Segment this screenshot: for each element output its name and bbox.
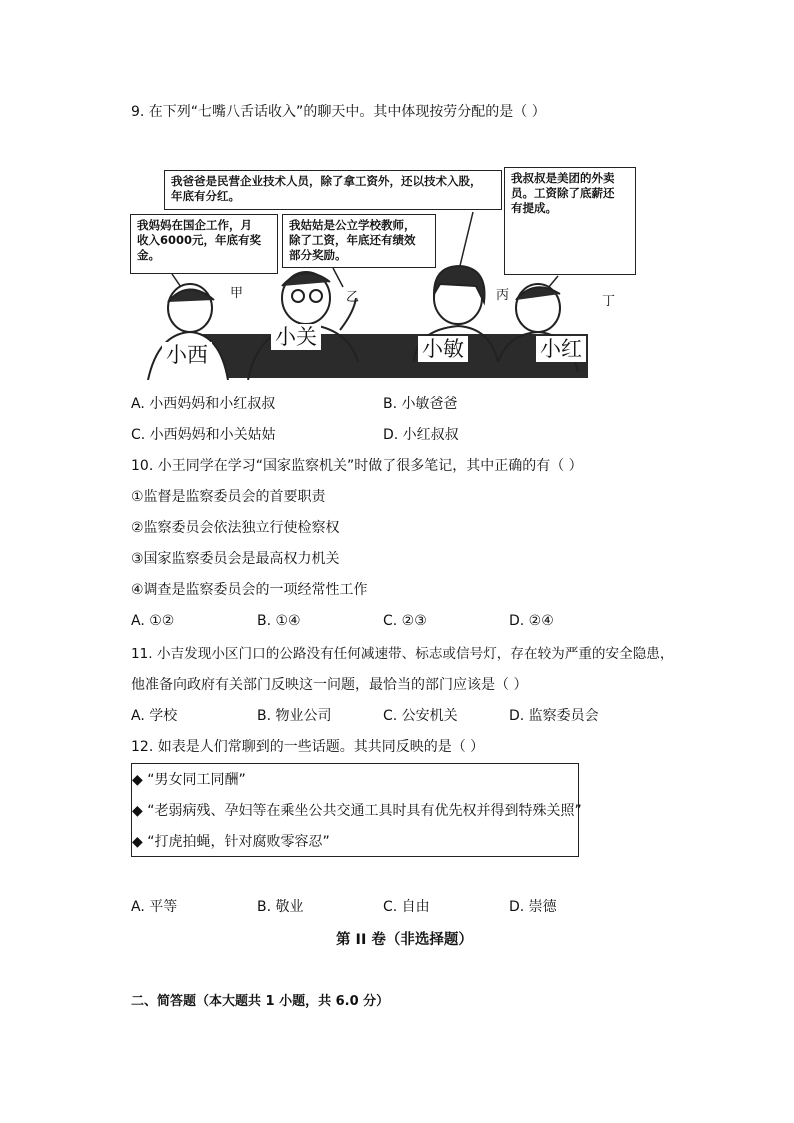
- cartoon-table: [188, 334, 588, 378]
- tag-yi: 乙: [346, 290, 360, 305]
- q10-stem: 10. 小王同学在学习“国家监察机关”时做了很多笔记，其中正确的有（ ）: [131, 458, 583, 474]
- q12-topic-1: ◆ “男女同工同酬”: [132, 772, 246, 788]
- bubble-pointer: [548, 276, 558, 288]
- bubble-middle: 我姑姑是公立学校教师， 除了工资，年底还有绩效 部分奖励。: [282, 214, 436, 268]
- name-label-xiaohong: 小红: [536, 336, 586, 362]
- q9-stem: 9. 在下列“七嘴八舌话收入”的聊天中。其中体现按劳分配的是（ ）: [131, 104, 546, 120]
- q12-option-d: D. 崇德: [509, 899, 557, 915]
- tag-bing: 丙: [496, 288, 510, 303]
- q12-option-a: A. 平等: [131, 899, 178, 915]
- q10-item-4: ④调查是监察委员会的一项经常性工作: [131, 582, 368, 598]
- tag-jia: 甲: [230, 286, 244, 301]
- name-label-xiaoguan: 小关: [271, 324, 321, 350]
- q12-option-b: B. 敬业: [257, 899, 304, 915]
- q11-option-b: B. 物业公司: [257, 708, 332, 724]
- bubble-top-center: 我爸爸是民营企业技术人员，除了拿工资外，还以技术入股， 年底有分红。: [164, 170, 502, 210]
- part2-title: 第 II 卷（非选择题）: [336, 932, 473, 948]
- q12-topic-3: ◆ “打虎拍蝇，针对腐败零容忍”: [132, 834, 330, 850]
- q9-option-b: B. 小敏爸爸: [383, 396, 458, 412]
- q9-cartoon: [128, 162, 640, 380]
- q10-option-c: C. ②③: [383, 613, 427, 629]
- q10-option-d: D. ②④: [509, 613, 554, 629]
- section2-title: 二、简答题（本大题共 1 小题，共 6.0 分）: [131, 994, 390, 1009]
- q10-option-b: B. ①④: [257, 613, 301, 629]
- bubble-pointer: [333, 268, 343, 287]
- q12-stem: 12. 如表是人们常聊到的一些话题。其共同反映的是（ ）: [131, 739, 485, 755]
- name-label-xiaomin: 小敏: [418, 336, 468, 362]
- bubble-pointer: [458, 212, 473, 274]
- q9-option-c: C. 小西妈妈和小关姑姑: [131, 427, 276, 443]
- q9-option-d: D. 小红叔叔: [383, 427, 459, 443]
- q11-stem-line2: 他准备向政府有关部门反映这一问题，最恰当的部门应该是（ ）: [131, 677, 528, 693]
- bubble-left: 我妈妈在国企工作，月 收入6000元，年底有奖 金。: [130, 214, 278, 274]
- q12-topic-box: [131, 763, 582, 857]
- q11-option-c: C. 公安机关: [383, 708, 458, 724]
- q11-stem-line1: 11. 小吉发现小区门口的公路没有任何减速带、标志或信号灯，存在较为严重的安全隐患，: [131, 646, 674, 662]
- q10-item-3: ③国家监察委员会是最高权力机关: [131, 551, 340, 567]
- q12-option-c: C. 自由: [383, 899, 430, 915]
- q12-topic-2: ◆ “老弱病残、孕妇等在乘坐公共交通工具时具有优先权并得到特殊关照”: [132, 803, 582, 819]
- q11-option-a: A. 学校: [131, 708, 178, 724]
- q9-option-a: A. 小西妈妈和小红叔叔: [131, 396, 276, 412]
- tag-ding: 丁: [602, 294, 616, 309]
- q11-option-d: D. 监察委员会: [509, 708, 599, 724]
- bubble-top-right: 我叔叔是美团的外卖 员。工资除了底薪还 有提成。: [504, 167, 636, 275]
- q10-item-2: ②监察委员会依法独立行使检察权: [131, 520, 340, 536]
- q10-item-1: ①监督是监察委员会的首要职责: [131, 489, 326, 505]
- name-label-xiaoxi: 小西: [162, 342, 212, 368]
- q10-option-a: A. ①②: [131, 613, 175, 629]
